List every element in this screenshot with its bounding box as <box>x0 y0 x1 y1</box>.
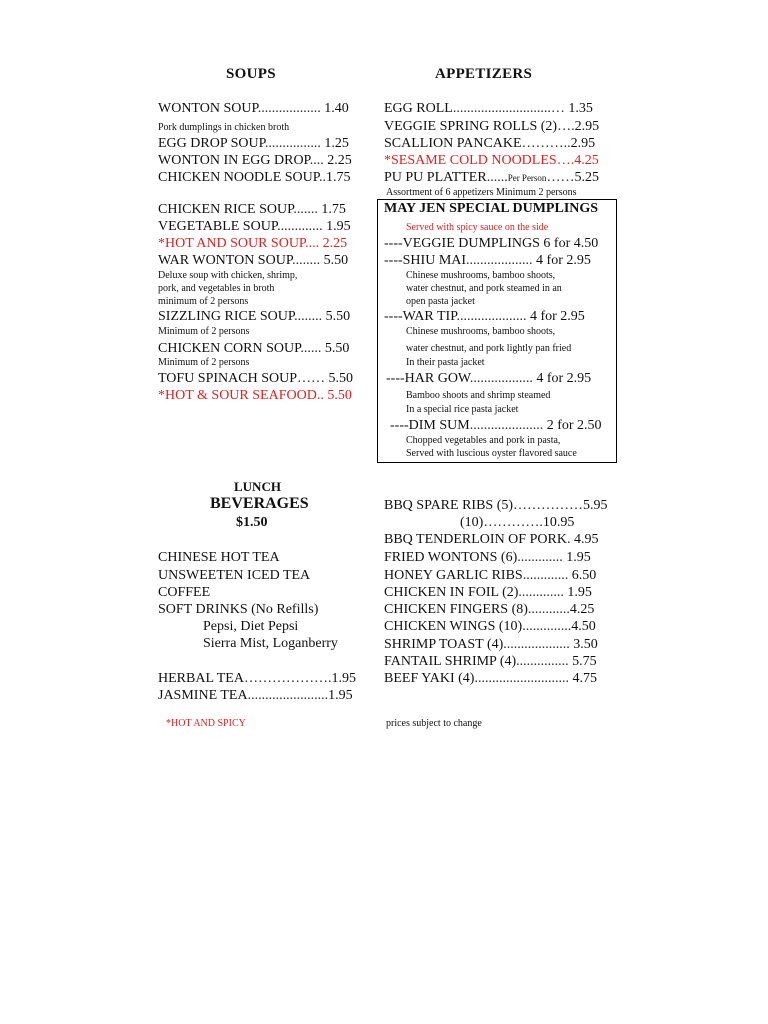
item-price: 4.75 <box>572 671 597 686</box>
item-price: 4 for 2.95 <box>536 253 591 268</box>
menu-item-sesame-cold-noodles <box>384 152 599 169</box>
item-price: 5.75 <box>572 654 597 669</box>
item-price: 4.95 <box>573 532 599 547</box>
item-description: pork, and vegetables in broth <box>158 283 275 294</box>
beverage-jasmine-tea <box>158 687 353 704</box>
item-dots: ........ <box>292 253 321 268</box>
item-name: ----DIM SUM <box>390 418 470 433</box>
item-price: 5.50 <box>325 309 351 324</box>
item-name: WAR WONTON SOUP <box>158 253 293 268</box>
hot-spicy-note: *HOT AND SPICY <box>166 718 246 729</box>
item-price: 4.25 <box>574 153 599 168</box>
menu-item-scallion-pancake <box>384 135 595 152</box>
menu-item-chicken-noodle-soup <box>158 169 351 186</box>
item-dots: ............... <box>516 654 569 669</box>
item-name: SHRIMP TOAST (4) <box>384 637 504 652</box>
menu-item-war-wonton-soup <box>158 252 348 269</box>
menu-item-fried-wontons <box>384 549 591 566</box>
beverages-heading: BEVERAGES <box>210 495 309 512</box>
item-dots: ………………. <box>243 671 332 686</box>
item-price: 2.25 <box>322 236 348 251</box>
item-name: TOFU SPINACH SOUP <box>158 371 298 386</box>
item-dots: ................... <box>466 253 533 268</box>
item-name: FANTAIL SHRIMP (4) <box>384 654 517 669</box>
item-name: SIZZLING RICE SOUP <box>158 309 295 324</box>
menu-item-beef-yaki <box>384 670 597 687</box>
item-dots: .................. <box>469 371 533 386</box>
item-description: Minimum of 2 persons <box>158 326 250 337</box>
menu-item-egg-drop-soup <box>158 135 349 152</box>
menu-item-wonton-soup <box>158 100 349 117</box>
menu-item-fantail-shrimp <box>384 653 597 670</box>
dumplings-heading: MAY JEN SPECIAL DUMPLINGS <box>384 201 599 216</box>
item-dots: ...... <box>486 170 508 185</box>
item-price: 1.95 <box>567 585 592 600</box>
item-name: ----SHIU MAI <box>384 253 467 268</box>
item-dots: …. <box>557 119 575 134</box>
beverage-sub-list: Sierra Mist, Loganberry <box>203 636 338 651</box>
item-price: 4 for 2.95 <box>536 371 592 386</box>
item-price: 1.75 <box>321 202 346 217</box>
menu-item-chicken-corn-soup <box>158 340 349 357</box>
item-dots: ................ <box>264 136 321 151</box>
item-dots: ............. <box>277 219 323 234</box>
item-name: PU PU PLATTER <box>384 170 487 185</box>
item-dots: ............................… <box>452 101 565 116</box>
item-price: 1.40 <box>324 101 349 116</box>
menu-item-shrimp-toast <box>384 636 598 653</box>
item-price: 1.95 <box>328 688 353 703</box>
item-description: Assortment of 6 appetizers Minimum 2 persons <box>386 187 577 198</box>
item-dots: ............. <box>518 585 564 600</box>
menu-item-vegetable-soup <box>158 218 351 235</box>
item-name: CHICKEN NOODLE SOUP <box>158 170 320 185</box>
item-name: WONTON IN EGG DROP <box>158 153 310 168</box>
item-name: *HOT AND SOUR SOUP <box>158 236 306 251</box>
item-name: EGG ROLL <box>384 101 453 116</box>
menu-item-veggie-dumplings <box>384 235 598 252</box>
item-description: minimum of 2 persons <box>158 296 249 307</box>
menu-item-wonton-egg-drop <box>158 152 352 169</box>
item-description: Bamboo shoots and shrimp steamed <box>406 390 551 401</box>
menu-item-hot-sour-seafood <box>158 387 352 404</box>
item-description: Chinese mushrooms, bamboo shoots, <box>406 270 556 281</box>
item-name: *HOT & SOUR SEAFOOD <box>158 388 317 403</box>
item-price: 6.50 <box>571 568 597 583</box>
item-description: Chopped vegetables and pork in pasta, <box>406 435 561 446</box>
item-price: 4 for 2.95 <box>529 309 585 324</box>
menu-item-shiu-mai <box>384 252 591 269</box>
item-price: 5.50 <box>327 388 352 403</box>
item-dots: ........................... <box>474 671 569 686</box>
lunch-heading: LUNCH <box>234 479 281 494</box>
item-name: EGG DROP SOUP <box>158 136 265 151</box>
item-dots: .... <box>309 153 324 168</box>
item-description: In their pasta jacket <box>406 357 485 368</box>
item-name: CHICKEN WINGS (10) <box>384 619 523 634</box>
item-name: FRIED WONTONS (6) <box>384 550 518 565</box>
item-description: water chestnut, and pork steamed in an <box>406 283 562 294</box>
item-name: HONEY GARLIC RIBS <box>384 568 523 583</box>
menu-item-tofu-spinach-soup <box>158 370 353 387</box>
item-description: Served with luscious oyster flavored sauce <box>406 448 577 459</box>
item-name: BEEF YAKI (4) <box>384 671 475 686</box>
item-dots: ............ <box>527 602 570 617</box>
item-name: BBQ SPARE RIBS (5) <box>384 498 514 513</box>
item-dots: .................... <box>456 309 527 324</box>
item-name: BBQ TENDERLOIN OF PORK <box>384 532 567 547</box>
item-description: Chinese mushrooms, bamboo shoots, <box>406 326 556 337</box>
item-dots: .... <box>305 236 320 251</box>
item-name: WONTON SOUP <box>158 101 258 116</box>
appetizers-heading: APPETIZERS <box>435 66 533 82</box>
item-dots: .. <box>316 388 324 403</box>
item-price: 1.75 <box>326 170 351 185</box>
menu-item-hot-sour-soup <box>158 235 347 252</box>
menu-item-bbq-spare-ribs <box>384 497 608 514</box>
beverage-iced-tea: UNSWEETEN ICED TEA <box>158 568 311 583</box>
item-dots: ................... <box>503 637 570 652</box>
item-name: ----VEGGIE DUMPLINGS 6 for 4.50 <box>384 236 599 251</box>
item-dots: …. <box>556 153 575 168</box>
menu-item-war-tip <box>384 308 585 325</box>
item-price: 1.35 <box>568 101 593 116</box>
item-price: 5.95 <box>583 498 608 513</box>
menu-item-bbq-spare-ribs-10 <box>460 514 574 531</box>
item-name: CHICKEN CORN SOUP <box>158 341 301 356</box>
menu-item-sizzling-rice-soup <box>158 308 350 325</box>
item-price: 1.25 <box>324 136 349 151</box>
menu-item-honey-garlic-ribs <box>384 567 596 584</box>
item-price: 2.95 <box>570 136 596 151</box>
item-name: JASMINE TEA <box>158 688 248 703</box>
menu-item-chicken-rice-soup <box>158 201 346 218</box>
item-dots: .. <box>319 170 327 185</box>
item-dots: ..................... <box>469 418 544 433</box>
item-price: 2.25 <box>327 153 352 168</box>
item-note: Per Person <box>507 173 547 183</box>
item-description: In a special rice pasta jacket <box>406 404 519 415</box>
item-name: ----HAR GOW <box>386 371 470 386</box>
item-dots: ....................... <box>247 688 329 703</box>
item-name: VEGETABLE SOUP <box>158 219 278 234</box>
item-dots: . <box>566 532 571 547</box>
item-price: 3.50 <box>573 637 598 652</box>
item-dots: ...... <box>300 341 322 356</box>
item-dots: .............. <box>522 619 572 634</box>
item-price: 1.95 <box>326 219 351 234</box>
item-price: 2.95 <box>574 119 600 134</box>
beverage-sub-list: Pepsi, Diet Pepsi <box>203 619 299 634</box>
item-name: CHICKEN IN FOIL (2) <box>384 585 519 600</box>
menu-item-dim-sum <box>390 417 602 434</box>
item-name: VEGGIE SPRING ROLLS (2) <box>384 119 558 134</box>
item-dots: ……….. <box>521 136 571 151</box>
item-description: Pork dumplings in chicken broth <box>158 122 290 133</box>
item-dots: ............. <box>517 550 563 565</box>
menu-item-chicken-in-foil <box>384 584 592 601</box>
item-price: 5.50 <box>323 253 349 268</box>
item-description: water chestnut, and pork lightly pan fried <box>406 343 572 354</box>
item-name: CHICKEN RICE SOUP <box>158 202 294 217</box>
item-price: 1.95 <box>331 671 356 686</box>
item-dots: …… <box>297 371 326 386</box>
item-description: Minimum of 2 persons <box>158 357 250 368</box>
item-price: 5.50 <box>324 341 350 356</box>
beverage-herbal-tea <box>158 670 356 687</box>
item-dots: …………… <box>513 498 584 513</box>
item-price: 10.95 <box>542 515 575 530</box>
beverage-soft-drinks: SOFT DRINKS (No Refills) <box>158 602 319 617</box>
item-name: HERBAL TEA <box>158 671 244 686</box>
item-price: 5.25 <box>574 170 599 185</box>
item-price: 5.50 <box>328 371 354 386</box>
menu-item-bbq-tenderloin <box>384 531 598 548</box>
prices-note: prices subject to change <box>386 718 482 729</box>
menu-item-pu-pu-platter <box>384 169 599 187</box>
beverage-hot-tea: CHINESE HOT TEA <box>158 550 280 565</box>
item-description: Deluxe soup with chicken, shrimp, <box>158 270 298 281</box>
item-dots: ............. <box>522 568 569 583</box>
menu-item-chicken-fingers <box>384 601 594 618</box>
item-name: SCALLION PANCAKE <box>384 136 522 151</box>
item-dots: …… <box>546 170 575 185</box>
menu-item-veggie-spring-rolls <box>384 118 599 135</box>
item-price: 4.50 <box>571 619 596 634</box>
soups-heading: SOUPS <box>226 66 276 82</box>
item-name: CHICKEN FINGERS (8) <box>384 602 528 617</box>
item-price: 2 for 2.50 <box>546 418 602 433</box>
item-name: (10) <box>460 515 484 530</box>
item-name: ----WAR TIP <box>384 309 457 324</box>
menu-item-egg-roll <box>384 100 593 117</box>
menu-item-har-gow <box>386 370 591 387</box>
item-dots: ....... <box>293 202 318 217</box>
beverages-price: $1.50 <box>236 515 268 530</box>
item-dots: …………. <box>483 515 543 530</box>
item-dots: .................. <box>257 101 321 116</box>
item-price: 1.95 <box>566 550 591 565</box>
beverage-coffee: COFFEE <box>158 585 211 600</box>
item-name: *SESAME COLD NOODLES <box>384 153 557 168</box>
sauce-note: Served with spicy sauce on the side <box>406 222 549 233</box>
item-dots: ........ <box>294 309 323 324</box>
menu-item-chicken-wings <box>384 618 596 635</box>
item-description: open pasta jacket <box>406 296 475 307</box>
item-price: 4.25 <box>569 602 595 617</box>
